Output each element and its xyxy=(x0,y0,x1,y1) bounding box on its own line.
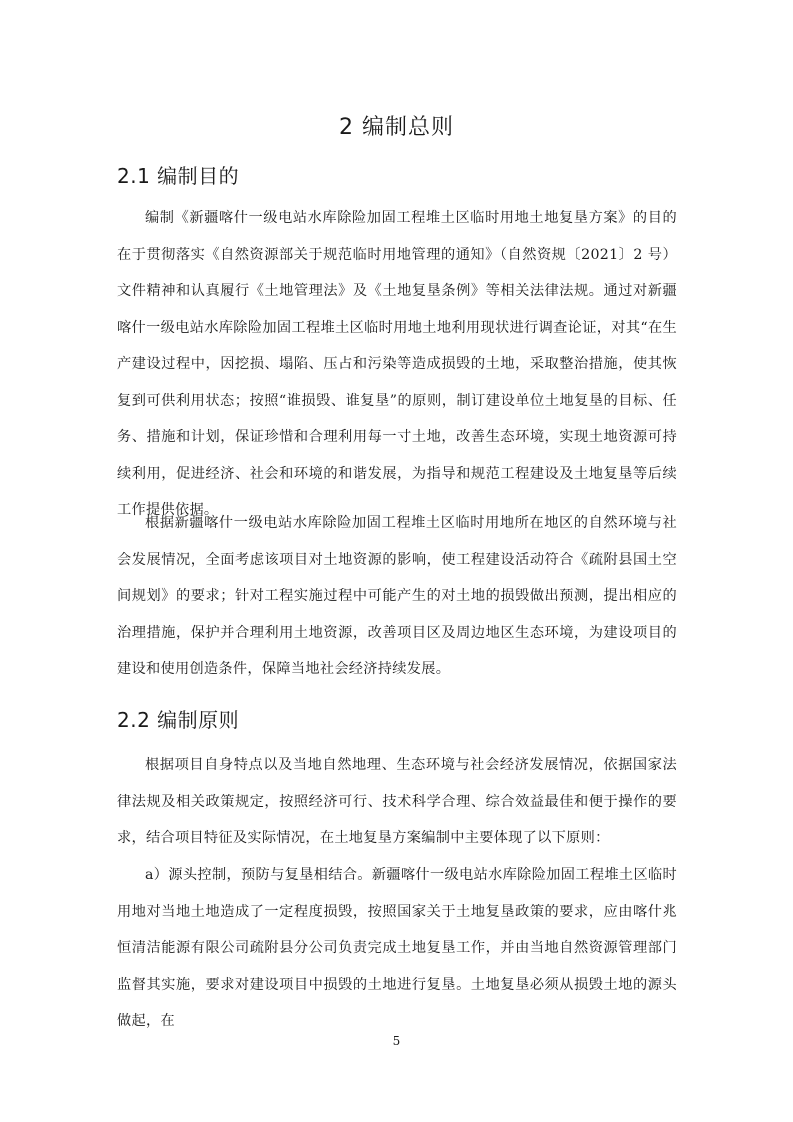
paragraph-purpose-2: 根据新疆喀什一级电站水库除险加固工程堆土区临时用地所在地区的自然环境与社会发展情况，全面考虑该项目对土地资源的影响，使工程建设活动符合《疏附县国土空间规划》的要求；针对工程实施过程中可能产生的对土地的损毁做出预测，提出相应的治理措施，保护并合理利用土地资源，改善项目区及周边地区生态环境，为建设项目的建设和使用创造条件，保障当地社会经济持续发展。 xyxy=(117,515,677,677)
section-title-purpose: 2.1 编制目的 xyxy=(117,164,240,188)
page-number: 5 xyxy=(392,1034,401,1048)
paragraph-principles-1: 根据项目自身特点以及当地自然地理、生态环境与社会经济发展情况，依据国家法律法规及相关政策规定，按照经济可行、技术科学合理、综合效益最佳和便于操作的要求，结合项目特征及实际情况，在土地复垦方案编制中主要体现了以下原则： xyxy=(117,757,677,846)
paragraph-purpose-1: 编制《新疆喀什一级电站水库除险加固工程堆土区临时用地土地复垦方案》的目的在于贯彻落实《自然资源部关于规范临时用地管理的通知》（自然资规〔2021〕2 号）文件精神和认真履行《土地管理法》及《土地复垦条例》等相关法律法规。通过对新疆喀什一级电站水库除险加固工程堆土区临时用地土地利用现状进行调查论证，对其“在生产建设过程中，因挖损、塌陷、压占和污染等造成损毁的土地，采取整治措施，使其恢复到可供利用状态；按照“谁损毁、谁复垦”的原则，制订建设单位土地复垦的目标、任务、措施和计划，保证珍惜和合理利用每一寸土地，改善生态环境，实现土地资源可持续利用，促进经济、社会和环境的和谐发展，为指导和规范工程建设及土地复垦等后续工作提供依据。 xyxy=(117,210,677,518)
chapter-title: 2 编制总则 xyxy=(339,115,454,140)
paragraph-principles-2: a）源头控制，预防与复垦相结合。新疆喀什一级电站水库除险加固工程堆土区临时用地对当地土地造成了一定程度损毁，按照国家关于土地复垦政策的要求，应由喀什兆恒清洁能源有限公司疏附县分公司负责完成土地复垦工作，并由当地自然资源管理部门监督其实施，要求对建设项目中损毁的土地进行复垦。土地复垦必须从损毁土地的源头做起，在 xyxy=(117,867,677,1029)
section-title-principles: 2.2 编制原则 xyxy=(117,708,240,732)
